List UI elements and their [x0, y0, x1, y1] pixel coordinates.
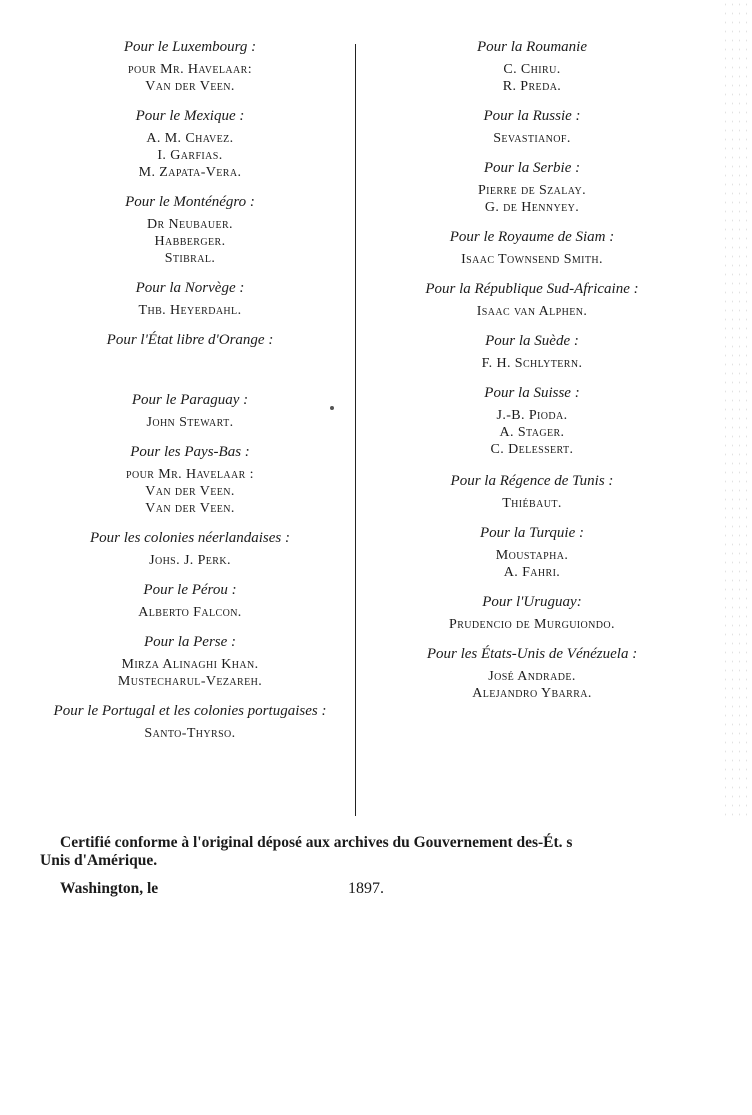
signatory-name: Van der Veen. — [145, 484, 235, 499]
country-heading: Pour la Russie : — [483, 108, 581, 124]
signatory-name: Pierre de Szalay. — [477, 183, 587, 198]
signatory-name: John Stewart. — [146, 415, 234, 430]
signatory-name: G. de Hennyey. — [484, 200, 580, 215]
country-heading: Pour la Norvège : — [135, 280, 245, 296]
signatory-name: Johs. J. Perk. — [149, 553, 231, 568]
country-heading: Pour la Perse : — [143, 634, 237, 650]
scan-margin-noise — [722, 0, 752, 820]
country-heading: Pour la Suisse : — [484, 385, 580, 401]
country-heading: Pour les États-Unis de Vénézuela : — [426, 646, 638, 662]
signatory-name: Isaac Townsend Smith. — [461, 252, 603, 267]
signatory-entry — [372, 384, 692, 458]
place-line: Washington, le — [60, 880, 159, 897]
signatory-entry — [372, 228, 692, 268]
ink-speck — [330, 406, 334, 410]
country-heading: Pour la Serbie : — [483, 160, 581, 176]
signatory-name: Mirza Alinaghi Khan. — [121, 657, 259, 672]
column-divider — [355, 44, 356, 816]
signatory-name: José Andrade. — [488, 669, 576, 684]
left-signature-column — [30, 38, 350, 742]
signatory-name: pour Mr. Havelaar: — [128, 62, 252, 77]
signatory-name: Alberto Falcon. — [138, 605, 242, 620]
signatory-name: Santo-Thyrso. — [144, 726, 236, 741]
country-heading: Pour la Suède : — [485, 333, 579, 349]
signatory-name: Dr Neubauer. — [147, 217, 233, 232]
signatory-entry — [30, 702, 350, 742]
signatory-name: C. Chiru. — [503, 62, 561, 77]
signatory-name: A. Stager. — [499, 425, 565, 440]
signatory-name: J.-B. Pioda. — [496, 408, 568, 423]
country-heading: Pour l'État libre d'Orange : — [106, 332, 274, 348]
signatory-name: Van der Veen. — [145, 79, 235, 94]
signatory-entry — [30, 38, 350, 95]
signatory-entry — [372, 107, 692, 147]
signatory-entry — [372, 524, 692, 581]
signatory-entry — [30, 443, 350, 517]
country-heading: Pour la Turquie : — [479, 525, 585, 541]
signatory-entry — [372, 159, 692, 216]
signatory-entry — [30, 331, 350, 349]
certification-line-2: Unis d'Amérique. — [40, 852, 158, 869]
signatory-name: C. Delessert. — [490, 442, 574, 457]
signatory-entry — [30, 107, 350, 181]
country-heading: Pour les colonies néerlandaises : — [90, 530, 290, 546]
signatory-name: I. Garfias. — [157, 148, 223, 163]
signatory-name: Mustecharul-Vezareh. — [117, 674, 263, 689]
country-heading: Pour la Régence de Tunis : — [450, 473, 614, 489]
signatory-entry — [30, 529, 350, 569]
country-heading: Pour le Royaume de Siam : — [449, 229, 615, 245]
signatory-name: pour Mr. Havelaar : — [126, 467, 254, 482]
signatory-name: Alejandro Ybarra. — [472, 686, 592, 701]
signatory-entry — [372, 332, 692, 372]
signatory-name: Moustapha. — [495, 548, 569, 563]
country-heading: Pour le Paraguay : — [131, 392, 249, 408]
signatory-entry — [372, 472, 692, 512]
signatory-name: Thb. Heyerdahl. — [138, 303, 242, 318]
signatory-entry — [372, 645, 692, 702]
signatory-entry — [372, 280, 692, 320]
year: 1897. — [348, 880, 384, 897]
signatory-entry — [30, 279, 350, 319]
country-heading: Pour le Luxembourg : — [123, 39, 257, 55]
country-heading: Pour l'Uruguay: — [482, 594, 582, 610]
signatory-name: Stibral. — [164, 251, 216, 266]
country-heading: Pour le Portugal et les colonies portugaises : — [53, 703, 327, 719]
country-heading: Pour les Pays-Bas : — [130, 444, 250, 460]
signatory-entry — [30, 633, 350, 690]
signatory-name: F. H. Schlytern. — [481, 356, 583, 371]
signatory-entry — [30, 193, 350, 267]
signatory-entry — [372, 38, 692, 95]
country-heading: Pour le Monténégro : — [125, 194, 255, 210]
signatory-name: R. Preda. — [502, 79, 562, 94]
signatory-name: Van der Veen. — [145, 501, 235, 516]
country-heading: Pour la République Sud-Africaine : — [425, 281, 639, 297]
certification-block — [40, 834, 690, 870]
right-signature-column — [372, 38, 692, 702]
country-heading: Pour le Pérou : — [143, 582, 237, 598]
signatory-name: A. Fahri. — [503, 565, 561, 580]
signatory-entry — [30, 581, 350, 621]
signatory-entry — [30, 391, 350, 431]
signatory-name: Habberger. — [154, 234, 226, 249]
signatory-entry — [372, 593, 692, 633]
signatory-name: Isaac van Alphen. — [476, 304, 588, 319]
signatory-name: Prudencio de Murguiondo. — [449, 617, 615, 632]
certification-line-1: Certifié conforme à l'original déposé aux archives du Gouvernement des-Ét. s — [60, 834, 573, 851]
signatory-name: Sevastianof. — [493, 131, 571, 146]
signatory-name: A. M. Chavez. — [146, 131, 234, 146]
signatory-name: M. Zapata-Vera. — [138, 165, 242, 180]
country-heading: Pour le Mexique : — [135, 108, 245, 124]
signatory-name: Thiébaut. — [502, 496, 562, 511]
country-heading: Pour la Roumanie — [477, 39, 587, 55]
